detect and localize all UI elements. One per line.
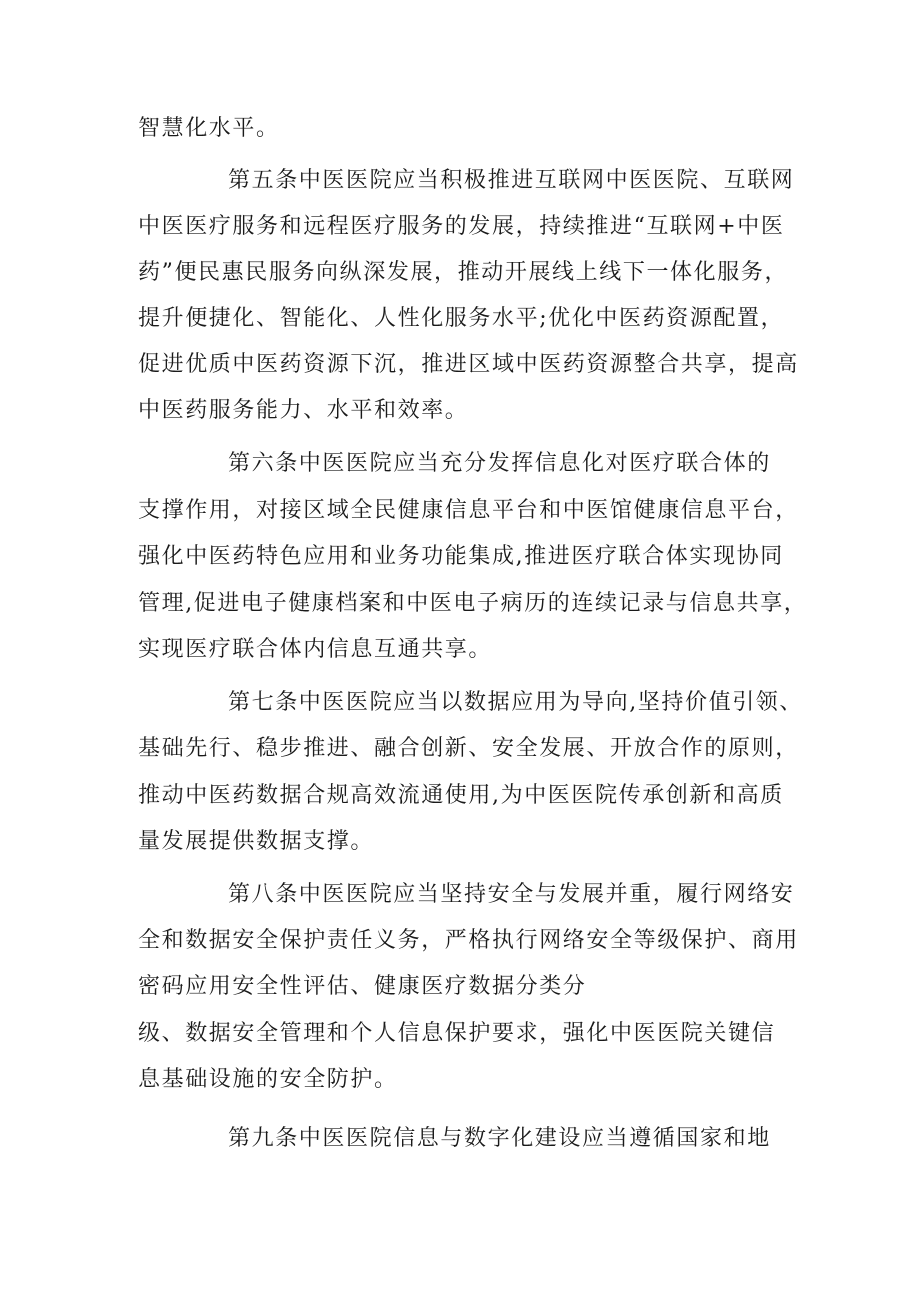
text-line: 实现医疗联合体内信息互通共享。 bbox=[138, 637, 493, 662]
paragraph-article-9-start: 第九条中医医院信息与数字化建设应当遵循国家和地 bbox=[228, 1126, 771, 1151]
text-line: 强化中医药特色应用和业务功能集成,推进医疗联合体实现协同 bbox=[138, 544, 784, 569]
text-line: 管理,促进电子健康档案和中医电子病历的连续记录与信息共享， bbox=[138, 591, 808, 616]
text-line: 药”便民惠民服务向纵深发展，推动开展线上线下一体化服务， bbox=[138, 260, 789, 285]
text-line: 密码应用安全性评估、健康医疗数据分类分 bbox=[138, 974, 587, 999]
paragraph-article-8-start: 第八条中医医院应当坚持安全与发展并重，履行网络安 bbox=[228, 882, 795, 907]
text-line: 提升便捷化、智能化、人性化服务水平;优化中医药资源配置， bbox=[138, 306, 785, 331]
text-line: 促进优质中医药资源下沉，推进区域中医药资源整合共享，提高 bbox=[138, 352, 799, 377]
text-line: 智慧化水平。 bbox=[138, 116, 280, 141]
text-line: 息基础设施的安全防护。 bbox=[138, 1067, 398, 1092]
text-line: 基础先行、稳步推进、融合创新、安全发展、开放合作的原则， bbox=[138, 736, 799, 761]
paragraph-article-5-start: 第五条中医医院应当积极推进互联网中医医院、互联网 bbox=[228, 168, 795, 193]
text-line: 全和数据安全保护责任义务，严格执行网络安全等级保护、商用 bbox=[138, 928, 799, 953]
text-line: 推动中医药数据合规高效流通使用,为中医医院传承创新和高质 bbox=[138, 783, 784, 808]
text-line: 支撑作用，对接区域全民健康信息平台和中医馆健康信息平台， bbox=[138, 498, 799, 523]
text-line: 级、数据安全管理和个人信息保护要求，强化中医医院关键信 bbox=[138, 1021, 776, 1046]
text-line: 量发展提供数据支撑。 bbox=[138, 829, 375, 854]
paragraph-article-7-start: 第七条中医医院应当以数据应用为导向,坚持价值引领、 bbox=[228, 690, 803, 715]
paragraph-article-6-start: 第六条中医医院应当充分发挥信息化对医疗联合体的 bbox=[228, 451, 771, 476]
text-line: 中医医疗服务和远程医疗服务的发展，持续推进“互联网+中医 bbox=[138, 214, 785, 239]
text-line: 中医药服务能力、水平和效率。 bbox=[138, 398, 469, 423]
